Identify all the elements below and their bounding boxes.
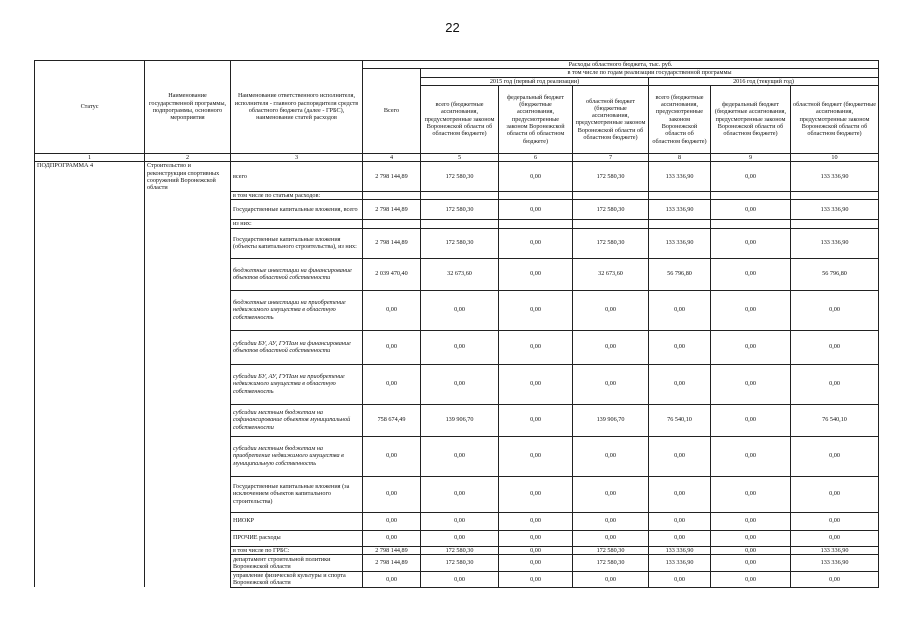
program-cell-empty <box>145 258 231 290</box>
value-cell: 0,00 <box>421 330 499 364</box>
value-cell: 0,00 <box>791 530 879 546</box>
column-index-row <box>35 153 879 161</box>
table-row <box>35 290 879 330</box>
table-row <box>35 330 879 364</box>
value-cell: 0,00 <box>499 546 573 554</box>
value-cell: 758 674,49 <box>363 404 421 436</box>
total-header: Всего <box>363 69 421 154</box>
col-reg-2015-header: областной бюджет (бюджетные ассигнования, предусмотренные законом Воронежской области об областном бюджете) <box>573 85 649 153</box>
row-label: ПРОЧИЕ расходы <box>231 530 363 546</box>
table-row <box>35 258 879 290</box>
value-cell: 0,00 <box>649 571 711 587</box>
value-cell <box>711 220 791 228</box>
value-cell: 0,00 <box>711 512 791 530</box>
value-cell: 0,00 <box>363 290 421 330</box>
value-cell: 2 039 470,40 <box>363 258 421 290</box>
expenses-header: Расходы областного бюджета, тыс. руб. <box>363 61 879 69</box>
value-cell: 0,00 <box>421 512 499 530</box>
value-cell: 172 580,30 <box>573 200 649 220</box>
value-cell: 0,00 <box>711 162 791 192</box>
index-cell: 5 <box>421 153 499 161</box>
value-cell: 0,00 <box>649 476 711 512</box>
table-row <box>35 512 879 530</box>
status-cell-empty <box>35 554 145 571</box>
value-cell <box>649 192 711 200</box>
col-fed-2015-header: федеральный бюджет (бюджетные ассигнования, предусмотренные законом Воронежской области об областном бюджете) <box>499 85 573 153</box>
value-cell: 0,00 <box>791 571 879 587</box>
value-cell: 0,00 <box>711 200 791 220</box>
status-cell-empty <box>35 330 145 364</box>
status-cell-empty <box>35 220 145 228</box>
value-cell: 0,00 <box>711 530 791 546</box>
value-cell: 2 798 144,89 <box>363 200 421 220</box>
status-cell-empty <box>35 200 145 220</box>
value-cell: 2 798 144,89 <box>363 554 421 571</box>
row-label: Государственные капитальные вложения (объекты капитального строительства), из них: <box>231 228 363 258</box>
row-label: департамент строительной политики Воронежской области <box>231 554 363 571</box>
col-reg-2016-header: областной бюджет (бюджетные ассигнования, предусмотренные законом Воронежской области об областном бюджете) <box>791 85 879 153</box>
value-cell: 0,00 <box>573 330 649 364</box>
value-cell: 0,00 <box>363 330 421 364</box>
table-row <box>35 162 879 192</box>
status-cell-empty <box>35 228 145 258</box>
value-cell: 0,00 <box>499 162 573 192</box>
value-cell: 0,00 <box>499 404 573 436</box>
program-cell-empty <box>145 220 231 228</box>
year-2016-header: 2016 год (текущий год) <box>649 77 879 85</box>
value-cell: 0,00 <box>499 290 573 330</box>
value-cell: 133 336,90 <box>791 228 879 258</box>
value-cell: 2 798 144,89 <box>363 546 421 554</box>
value-cell: 2 798 144,89 <box>363 162 421 192</box>
value-cell: 0,00 <box>791 476 879 512</box>
value-cell: 0,00 <box>499 476 573 512</box>
col-all-2016-header: всего (бюджетные ассигнования, предусмотренные законом Воронежской области об областном бюджете) <box>649 85 711 153</box>
value-cell: 0,00 <box>711 546 791 554</box>
value-cell <box>791 192 879 200</box>
program-cell-empty <box>145 192 231 200</box>
value-cell <box>499 192 573 200</box>
value-cell: 2 798 144,89 <box>363 228 421 258</box>
value-cell: 0,00 <box>649 330 711 364</box>
value-cell: 0,00 <box>711 364 791 404</box>
value-cell: 0,00 <box>573 571 649 587</box>
value-cell: 0,00 <box>791 364 879 404</box>
index-cell: 7 <box>573 153 649 161</box>
table-row <box>35 364 879 404</box>
value-cell: 0,00 <box>363 364 421 404</box>
budget-table <box>34 60 879 588</box>
value-cell: 0,00 <box>573 476 649 512</box>
index-cell: 9 <box>711 153 791 161</box>
row-label: Государственные капитальные вложения (за исключением объектов капитального строительства) <box>231 476 363 512</box>
status-cell-empty <box>35 476 145 512</box>
value-cell: 0,00 <box>573 436 649 476</box>
row-label: управление физической культуры и спорта Воронежской области <box>231 571 363 587</box>
row-label: НИОКР <box>231 512 363 530</box>
value-cell: 133 336,90 <box>649 200 711 220</box>
value-cell: 0,00 <box>649 364 711 404</box>
row-label: всего <box>231 162 363 192</box>
value-cell: 0,00 <box>711 436 791 476</box>
value-cell: 0,00 <box>499 228 573 258</box>
value-cell: 0,00 <box>421 290 499 330</box>
table-row <box>35 200 879 220</box>
value-cell: 0,00 <box>791 330 879 364</box>
value-cell: 56 796,80 <box>649 258 711 290</box>
row-label: субсидии БУ, АУ, ГУПам на финансирование объектов областной собственности <box>231 330 363 364</box>
value-cell <box>573 192 649 200</box>
program-cell-empty <box>145 546 231 554</box>
table-row <box>35 228 879 258</box>
value-cell: 0,00 <box>499 200 573 220</box>
value-cell: 0,00 <box>363 512 421 530</box>
value-cell: 0,00 <box>791 436 879 476</box>
value-cell: 0,00 <box>499 530 573 546</box>
table-row <box>35 546 879 554</box>
status-cell-empty <box>35 192 145 200</box>
value-cell: 133 336,90 <box>649 546 711 554</box>
value-cell <box>363 220 421 228</box>
program-cell-empty <box>145 436 231 476</box>
status-cell: ПОДПРОГРАММА 4 <box>35 162 145 192</box>
value-cell: 0,00 <box>499 554 573 571</box>
program-cell-empty <box>145 228 231 258</box>
value-cell <box>573 220 649 228</box>
program-cell-empty <box>145 290 231 330</box>
status-cell-empty <box>35 404 145 436</box>
year-2015-header: 2015 год (первый год реализации) <box>421 77 649 85</box>
row-label: субсидии местным бюджетам на приобретение недвижимого имущества в муниципальную собственность <box>231 436 363 476</box>
value-cell: 32 673,60 <box>573 258 649 290</box>
row-label: из них: <box>231 220 363 228</box>
value-cell: 0,00 <box>499 364 573 404</box>
index-cell: 10 <box>791 153 879 161</box>
value-cell: 0,00 <box>711 554 791 571</box>
program-cell-empty <box>145 404 231 436</box>
value-cell: 139 906,70 <box>421 404 499 436</box>
value-cell: 0,00 <box>363 476 421 512</box>
value-cell: 133 336,90 <box>649 228 711 258</box>
status-cell-empty <box>35 530 145 546</box>
by-years-header: в том числе по годам реализации государственной программы <box>421 69 879 77</box>
value-cell: 0,00 <box>649 436 711 476</box>
value-cell: 0,00 <box>499 330 573 364</box>
index-cell: 4 <box>363 153 421 161</box>
value-cell: 0,00 <box>421 476 499 512</box>
value-cell: 172 580,30 <box>421 546 499 554</box>
value-cell: 56 796,80 <box>791 258 879 290</box>
row-label: в том числе по ГРБС: <box>231 546 363 554</box>
row-label: в том числе по статьям расходов: <box>231 192 363 200</box>
value-cell: 0,00 <box>711 258 791 290</box>
value-cell: 0,00 <box>499 436 573 476</box>
program-cell-empty <box>145 200 231 220</box>
col-all-2015-header: всего (бюджетные ассигнования, предусмотренные законом Воронежской области об областном бюджете) <box>421 85 499 153</box>
table-row <box>35 571 879 587</box>
value-cell: 0,00 <box>363 436 421 476</box>
value-cell: 0,00 <box>649 290 711 330</box>
program-cell-empty <box>145 364 231 404</box>
value-cell: 0,00 <box>791 512 879 530</box>
value-cell: 0,00 <box>499 512 573 530</box>
index-cell: 3 <box>231 153 363 161</box>
value-cell: 0,00 <box>711 228 791 258</box>
status-cell-empty <box>35 546 145 554</box>
program-name-header: Наименование государственной программы, подпрограммы, основного мероприятия <box>145 61 231 154</box>
row-label: субсидии БУ, АУ, ГУПам на приобретение недвижимого имущества в областную собственность <box>231 364 363 404</box>
status-cell-empty <box>35 364 145 404</box>
table-row <box>35 476 879 512</box>
value-cell: 0,00 <box>421 530 499 546</box>
program-cell-empty <box>145 512 231 530</box>
value-cell: 133 336,90 <box>649 162 711 192</box>
value-cell: 133 336,90 <box>791 200 879 220</box>
table-row <box>35 192 879 200</box>
value-cell: 172 580,30 <box>573 228 649 258</box>
value-cell <box>649 220 711 228</box>
value-cell <box>499 220 573 228</box>
value-cell: 0,00 <box>711 571 791 587</box>
value-cell: 139 906,70 <box>573 404 649 436</box>
program-cell-empty <box>145 330 231 364</box>
value-cell: 0,00 <box>711 404 791 436</box>
program-cell-empty <box>145 571 231 587</box>
table-row <box>35 530 879 546</box>
table-row <box>35 436 879 476</box>
value-cell <box>363 192 421 200</box>
index-cell: 2 <box>145 153 231 161</box>
page-number: 22 <box>445 20 460 35</box>
value-cell: 172 580,30 <box>421 200 499 220</box>
status-cell-empty <box>35 571 145 587</box>
index-cell: 1 <box>35 153 145 161</box>
value-cell: 0,00 <box>711 476 791 512</box>
value-cell: 76 540,10 <box>649 404 711 436</box>
value-cell: 0,00 <box>573 290 649 330</box>
value-cell: 133 336,90 <box>791 554 879 571</box>
row-label: бюджетные инвестиции на финансирование объектов областной собственности <box>231 258 363 290</box>
value-cell: 0,00 <box>499 258 573 290</box>
program-cell-empty <box>145 554 231 571</box>
value-cell: 0,00 <box>573 530 649 546</box>
table-row <box>35 554 879 571</box>
status-cell-empty <box>35 258 145 290</box>
value-cell: 0,00 <box>573 512 649 530</box>
row-label: Государственные капитальные вложения, всего <box>231 200 363 220</box>
program-cell-empty <box>145 476 231 512</box>
responsible-header: Наименование ответственного исполнителя, исполнителя - главного распорядителя средств областного бюджета (далее - ГРБС), наименование статей расходов <box>231 61 363 154</box>
value-cell: 133 336,90 <box>649 554 711 571</box>
row-label: субсидии местным бюджетам на софинансирование объектов муниципальной собственности <box>231 404 363 436</box>
program-cell-empty <box>145 530 231 546</box>
col-fed-2016-header: федеральный бюджет (бюджетные ассигнования, предусмотренные законом Воронежской области об областном бюджете) <box>711 85 791 153</box>
value-cell: 0,00 <box>421 364 499 404</box>
value-cell: 0,00 <box>711 290 791 330</box>
value-cell <box>421 192 499 200</box>
value-cell: 133 336,90 <box>791 546 879 554</box>
value-cell: 172 580,30 <box>573 554 649 571</box>
value-cell: 0,00 <box>711 330 791 364</box>
value-cell: 76 540,10 <box>791 404 879 436</box>
index-cell: 6 <box>499 153 573 161</box>
row-label: бюджетные инвестиции на приобретение недвижимого имущества в областную собственность <box>231 290 363 330</box>
status-cell-empty <box>35 436 145 476</box>
value-cell: 0,00 <box>649 512 711 530</box>
value-cell: 172 580,30 <box>573 546 649 554</box>
table-row <box>35 220 879 228</box>
table-row <box>35 404 879 436</box>
value-cell: 0,00 <box>421 436 499 476</box>
value-cell: 133 336,90 <box>791 162 879 192</box>
status-cell-empty <box>35 512 145 530</box>
value-cell: 0,00 <box>573 364 649 404</box>
value-cell <box>791 220 879 228</box>
value-cell: 172 580,30 <box>421 228 499 258</box>
value-cell: 0,00 <box>649 530 711 546</box>
value-cell: 0,00 <box>421 571 499 587</box>
program-cell: Строительство и реконструкция спортивных сооружений Воронежской области <box>145 162 231 192</box>
value-cell: 172 580,30 <box>421 162 499 192</box>
value-cell: 172 580,30 <box>573 162 649 192</box>
index-cell: 8 <box>649 153 711 161</box>
value-cell: 0,00 <box>499 571 573 587</box>
value-cell <box>711 192 791 200</box>
value-cell: 0,00 <box>363 571 421 587</box>
value-cell: 172 580,30 <box>421 554 499 571</box>
value-cell <box>421 220 499 228</box>
status-header: Статус <box>35 61 145 154</box>
value-cell: 32 673,60 <box>421 258 499 290</box>
value-cell: 0,00 <box>791 290 879 330</box>
status-cell-empty <box>35 290 145 330</box>
value-cell: 0,00 <box>363 530 421 546</box>
